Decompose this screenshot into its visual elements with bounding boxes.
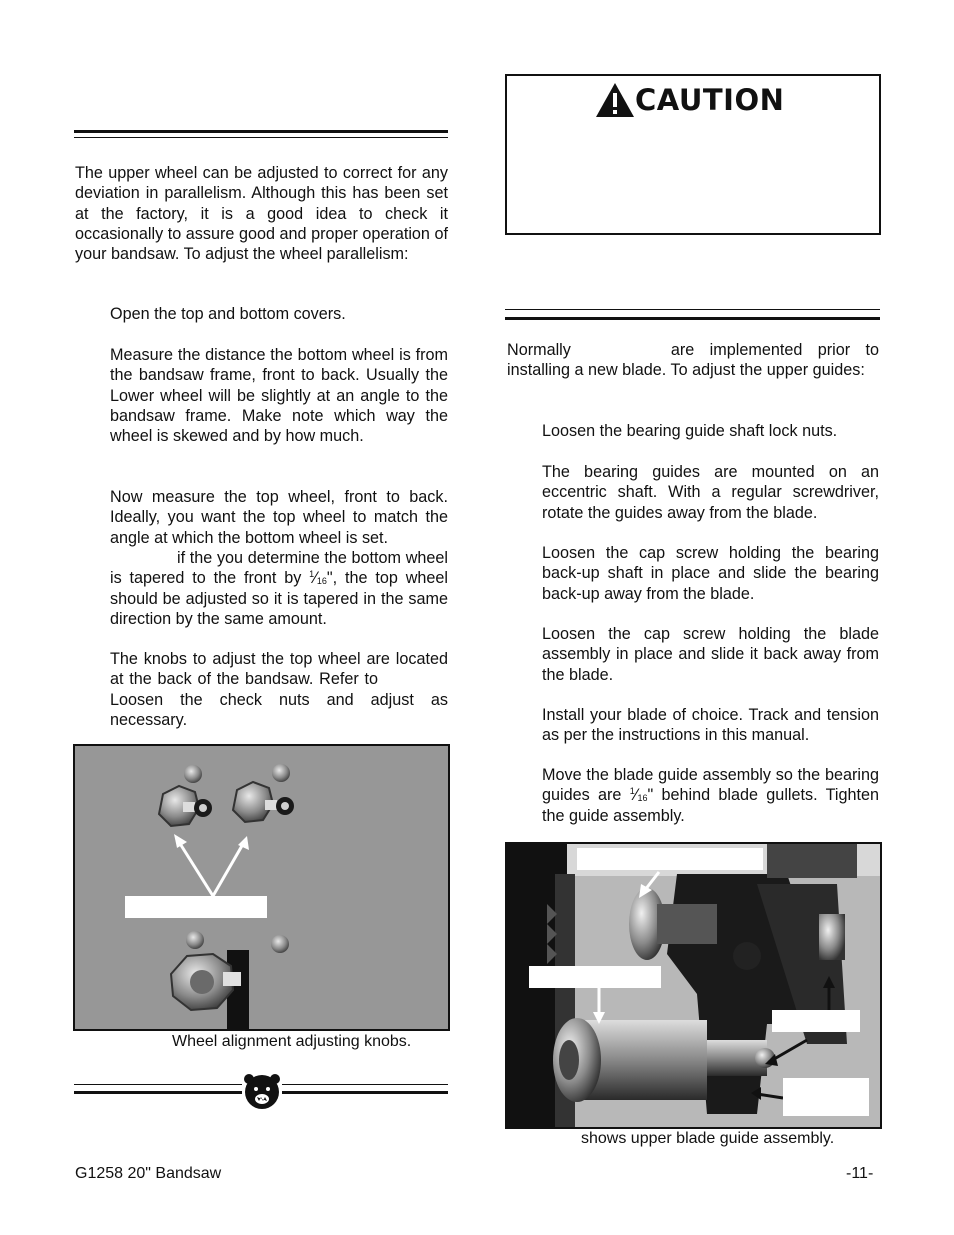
photo-label-blank-left-2 xyxy=(529,966,661,988)
logo-rule-bottom-right xyxy=(282,1091,448,1094)
left-step-1: Open the top and bottom covers. xyxy=(110,305,346,323)
right-section-rule-thick xyxy=(505,317,880,320)
logo-rule-bottom-left xyxy=(74,1091,242,1094)
warning-triangle-icon xyxy=(595,82,635,118)
example-text-2: ", the top wheel should be adjusted so it is tapered in the same direction by the same amount. xyxy=(110,569,448,628)
bear-logo-icon xyxy=(242,1071,282,1111)
footer-model: G1258 20" Bandsaw xyxy=(75,1165,222,1182)
wheel-knobs-illustration xyxy=(75,746,448,1029)
right-step-6-text-2: " behind blade gullets. Tighten the guide assembly. xyxy=(542,786,879,825)
left-step-4-text: The knobs to adjust the top wheel are located at the back of the bandsaw. Refer to xyxy=(110,650,448,689)
right-intro-rest: are implemented prior to installing a new blade. To adjust the upper guides: xyxy=(507,341,879,380)
right-figure-caption: shows upper blade guide assembly. xyxy=(581,1130,835,1147)
left-step-3-example: if the you determine the bottom wheel is tapered to the front by $^1⁄_{16}$", the top wheel should be adjusted so it is tapered in the same direction by the same amount. xyxy=(110,549,448,628)
logo-rule-top-right xyxy=(282,1084,448,1085)
right-step-1: Loosen the bearing guide shaft lock nuts. xyxy=(542,422,838,440)
photo-label-blank-left xyxy=(125,896,267,918)
right-section-rule-thin xyxy=(505,309,880,310)
right-step-2: The bearing guides are mounted on an eccentric shaft. With a regular screwdriver, rotate the guides away from the blade. xyxy=(542,463,879,522)
fraction-denominator: 16 xyxy=(316,576,327,587)
left-section-rule-thin xyxy=(74,137,448,138)
left-step-4 xyxy=(110,649,448,730)
right-step-3: Loosen the cap screw holding the bearing back-up shaft in place and slide the bearing back-up away from the blade. xyxy=(542,544,879,603)
left-step-3: Now measure the top wheel, front to back. Ideally, you want the top wheel to match the angle at which the bottom wheel is set. xyxy=(110,488,448,547)
right-step-4: Loosen the cap screw holding the blade assembly in place and slide it back away from the blade. xyxy=(542,625,879,684)
left-step-4-tail: Loosen the check nuts and adjust as necessary. xyxy=(110,690,448,729)
right-step-5: Install your blade of choice. Track and tension as per the instructions in this manual. xyxy=(542,706,879,745)
footer-page-number: -11- xyxy=(846,1165,874,1182)
left-intro-paragraph: The upper wheel can be adjusted to correct for any deviation in parallelism. Although this has been set at the factory, it is a good idea to check it occasionally to assure good and proper operation of your bandsaw. To adjust the wheel parallelism: xyxy=(75,164,448,264)
photo-label-blank-top xyxy=(577,848,763,870)
caution-heading: CAUTION xyxy=(635,83,785,117)
left-figure-caption: Wheel alignment adjusting knobs. xyxy=(172,1033,412,1050)
left-step-2: Measure the distance the bottom wheel is from the bandsaw frame, front to back. Usually the Lower wheel will be slightly at an angle to the bandsaw frame. Make note which way the wheel is skewed and by how much. xyxy=(110,346,448,446)
right-intro-word: Normally xyxy=(507,341,571,359)
logo-rule-top-left xyxy=(74,1084,242,1085)
right-intro-paragraph xyxy=(507,340,879,381)
left-section-rule-thick xyxy=(74,130,448,133)
fraction-numerator-2: 1 xyxy=(629,786,635,797)
photo-label-blank-right-1 xyxy=(772,1010,860,1032)
caution-box xyxy=(505,74,881,235)
fraction-numerator: 1 xyxy=(309,569,315,580)
photo-label-blank-right-2 xyxy=(783,1078,869,1116)
blade-guide-photo xyxy=(505,842,882,1129)
right-step-6-text-1: Move the blade guide assembly so the bearing guides are xyxy=(542,766,879,805)
wheel-alignment-photo xyxy=(73,744,450,1031)
example-text-1: if the you determine the bottom wheel is tapered to the front by xyxy=(110,549,448,588)
fraction-denominator-2: 16 xyxy=(637,793,648,804)
right-step-6: Move the blade guide assembly so the bearing guides are $^1⁄_{16}$" behind blade gullets. Tighten the guide assembly. xyxy=(542,766,879,825)
